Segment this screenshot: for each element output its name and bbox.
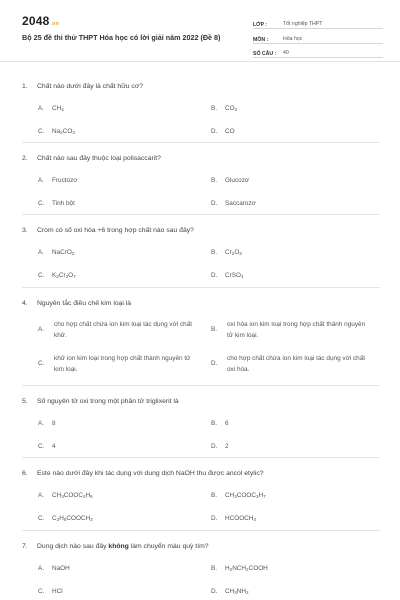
option-letter: C.	[38, 360, 45, 368]
answer-option-a[interactable]	[38, 565, 70, 572]
option-letter: C.	[38, 515, 45, 522]
answer-option-d[interactable]	[211, 128, 235, 135]
question-divider	[22, 142, 380, 143]
option-letter: C.	[38, 200, 45, 207]
answer-option-d[interactable]	[211, 588, 249, 595]
question-stem: 1. Chất nào dưới đây là chất hữu cơ?	[22, 83, 144, 90]
answer-option-b[interactable]	[211, 565, 268, 572]
question-divider	[22, 214, 380, 215]
meta-row-class	[253, 16, 383, 29]
option-text: 6	[225, 420, 229, 427]
answer-option-c[interactable]	[38, 354, 198, 375]
option-text: Fructozơ	[52, 177, 78, 184]
option-letter: B.	[211, 249, 218, 256]
meta-label: LỚP :	[253, 21, 268, 28]
option-text: $CO_2$	[225, 105, 238, 112]
meta-value: Tốt nghiệp THPT	[283, 20, 323, 27]
meta-row-subject	[253, 31, 383, 44]
question-number: 3.	[22, 227, 28, 234]
option-text: cho hợp chất chứa ion kim loại tác dụng với chất khử.	[54, 321, 193, 339]
option-text: Tinh bột	[52, 200, 75, 207]
option-text: khử ion kim loại trong hợp chất thành nguyên tử kim loại.	[54, 355, 191, 373]
question-stem: 2. Chất nào sau đây thuộc loại polisaccarit?	[22, 155, 161, 162]
question-divider	[22, 287, 380, 288]
option-text: CrSO$_4$	[225, 272, 244, 279]
meta-value: 40	[283, 50, 289, 57]
option-text: Glucozơ	[225, 177, 250, 184]
answer-option-b[interactable]	[211, 105, 237, 112]
option-text: $HCOOCH_3$	[225, 515, 256, 522]
option-letter: D.	[211, 443, 218, 450]
option-text: $C_2H_5COOCH_3$	[52, 515, 93, 522]
option-text: $CH_4$	[52, 105, 64, 112]
option-letter: B.	[211, 177, 218, 184]
option-text: $H_2NCH_2COOH$	[225, 565, 268, 572]
option-text: $Na_2CO_3$	[52, 128, 75, 135]
option-text: $Cr_2O_3$	[225, 249, 242, 256]
option-letter: A.	[38, 177, 45, 184]
option-letter: D.	[211, 272, 218, 279]
answer-option-a[interactable]	[38, 105, 64, 112]
answer-option-c[interactable]	[38, 200, 75, 207]
answer-option-d[interactable]	[211, 515, 256, 522]
question-number: 1.	[22, 83, 28, 90]
option-letter: B.	[211, 565, 218, 572]
option-letter: A.	[38, 326, 45, 334]
option-text: $CH_3COOC_3H_7$	[225, 492, 266, 499]
answer-option-c[interactable]	[38, 272, 76, 279]
meta-label: MÔN :	[253, 36, 269, 43]
answer-option-d[interactable]	[211, 443, 229, 450]
answer-option-c[interactable]	[38, 128, 75, 135]
option-letter: D.	[211, 200, 218, 207]
option-letter: C.	[38, 272, 45, 279]
option-letter: D.	[211, 515, 218, 522]
question-divider	[22, 385, 380, 386]
answer-option-a[interactable]	[38, 177, 78, 184]
option-letter: C.	[38, 128, 45, 135]
option-letter: D.	[211, 128, 218, 135]
meta-table	[253, 16, 383, 60]
meta-label: SỐ CÂU :	[253, 51, 277, 58]
option-letter: C.	[38, 443, 45, 450]
question-divider	[22, 457, 380, 458]
option-text: 4	[52, 443, 56, 450]
option-text: $K_2Cr_2O_7$	[52, 272, 76, 279]
answer-option-b[interactable]	[211, 420, 229, 427]
answer-option-c[interactable]	[38, 515, 93, 522]
question-number: 6.	[22, 470, 28, 477]
question-divider	[22, 530, 380, 531]
question-number: 4.	[22, 300, 28, 307]
answer-option-d[interactable]	[211, 200, 256, 207]
option-text: $CH_3NH_2$	[225, 588, 249, 595]
meta-value: Hóa học	[283, 35, 303, 42]
question-stem: 7. Dung dịch nào sau đây không làm chuyển màu quỳ tím?	[22, 543, 209, 550]
option-letter: B.	[211, 105, 218, 112]
answer-option-b[interactable]	[211, 249, 242, 256]
document-header	[0, 0, 400, 62]
answer-option-c[interactable]	[38, 588, 63, 595]
option-letter: B.	[211, 492, 218, 499]
option-text: CO	[225, 128, 235, 135]
option-text: 2	[225, 443, 229, 450]
option-letter: C.	[38, 588, 45, 595]
question-stem: 3. Crom có số oxi hóa +6 trong hợp chất nào sau đây?	[22, 227, 194, 234]
question-stem: 6. Este nào dưới đây khi tác dụng với dung dịch NaOH thu được ancol etylic?	[22, 470, 264, 477]
option-letter: D.	[211, 360, 218, 368]
option-letter: B.	[211, 326, 218, 334]
answer-option-a[interactable]	[38, 249, 74, 256]
document-title: Bộ 25 đề thi thử THPT Hóa học có lời giải năm 2022 (Đề 8)	[22, 33, 221, 42]
answer-option-b[interactable]	[211, 320, 371, 341]
option-text: oxi hóa ion kim loại trong hợp chất thành nguyên tử kim loại.	[227, 321, 366, 339]
site-logo[interactable]: 2048.vn	[22, 14, 60, 28]
answer-option-d[interactable]	[211, 354, 371, 375]
option-text: $CH_3COOC_2H_5$	[52, 492, 93, 499]
answer-option-a[interactable]	[38, 320, 198, 341]
option-text: HCl	[52, 588, 63, 595]
option-letter: B.	[211, 420, 218, 427]
option-text: 8	[52, 420, 56, 427]
answer-option-d[interactable]	[211, 272, 244, 279]
option-letter: D.	[211, 588, 218, 595]
answer-option-c[interactable]	[38, 443, 56, 450]
question-number: 7.	[22, 543, 28, 550]
option-text: cho hợp chất chứa ion kim loại tác dụng với chất oxi hóa.	[227, 355, 366, 373]
answer-option-b[interactable]	[211, 177, 249, 184]
option-letter: A.	[38, 249, 45, 256]
answer-option-b[interactable]	[211, 492, 266, 499]
answer-option-a[interactable]	[38, 420, 56, 427]
option-letter: A.	[38, 565, 45, 572]
question-number: 2.	[22, 155, 28, 162]
question-number: 5.	[22, 398, 28, 405]
answer-option-a[interactable]	[38, 492, 93, 499]
meta-row-question-count	[253, 46, 383, 59]
option-letter: A.	[38, 105, 45, 112]
option-letter: A.	[38, 420, 45, 427]
option-text: NaOH	[52, 565, 70, 572]
option-letter: A.	[38, 492, 45, 499]
question-stem: 4. Nguyên tắc điều chế kim loại là	[22, 300, 132, 307]
option-text: Saccarozơ	[225, 200, 256, 207]
option-text: NaCrO$_2$	[52, 249, 75, 256]
question-stem: 5. Số nguyên tử oxi trong một phân tử triglixerit là	[22, 398, 179, 405]
